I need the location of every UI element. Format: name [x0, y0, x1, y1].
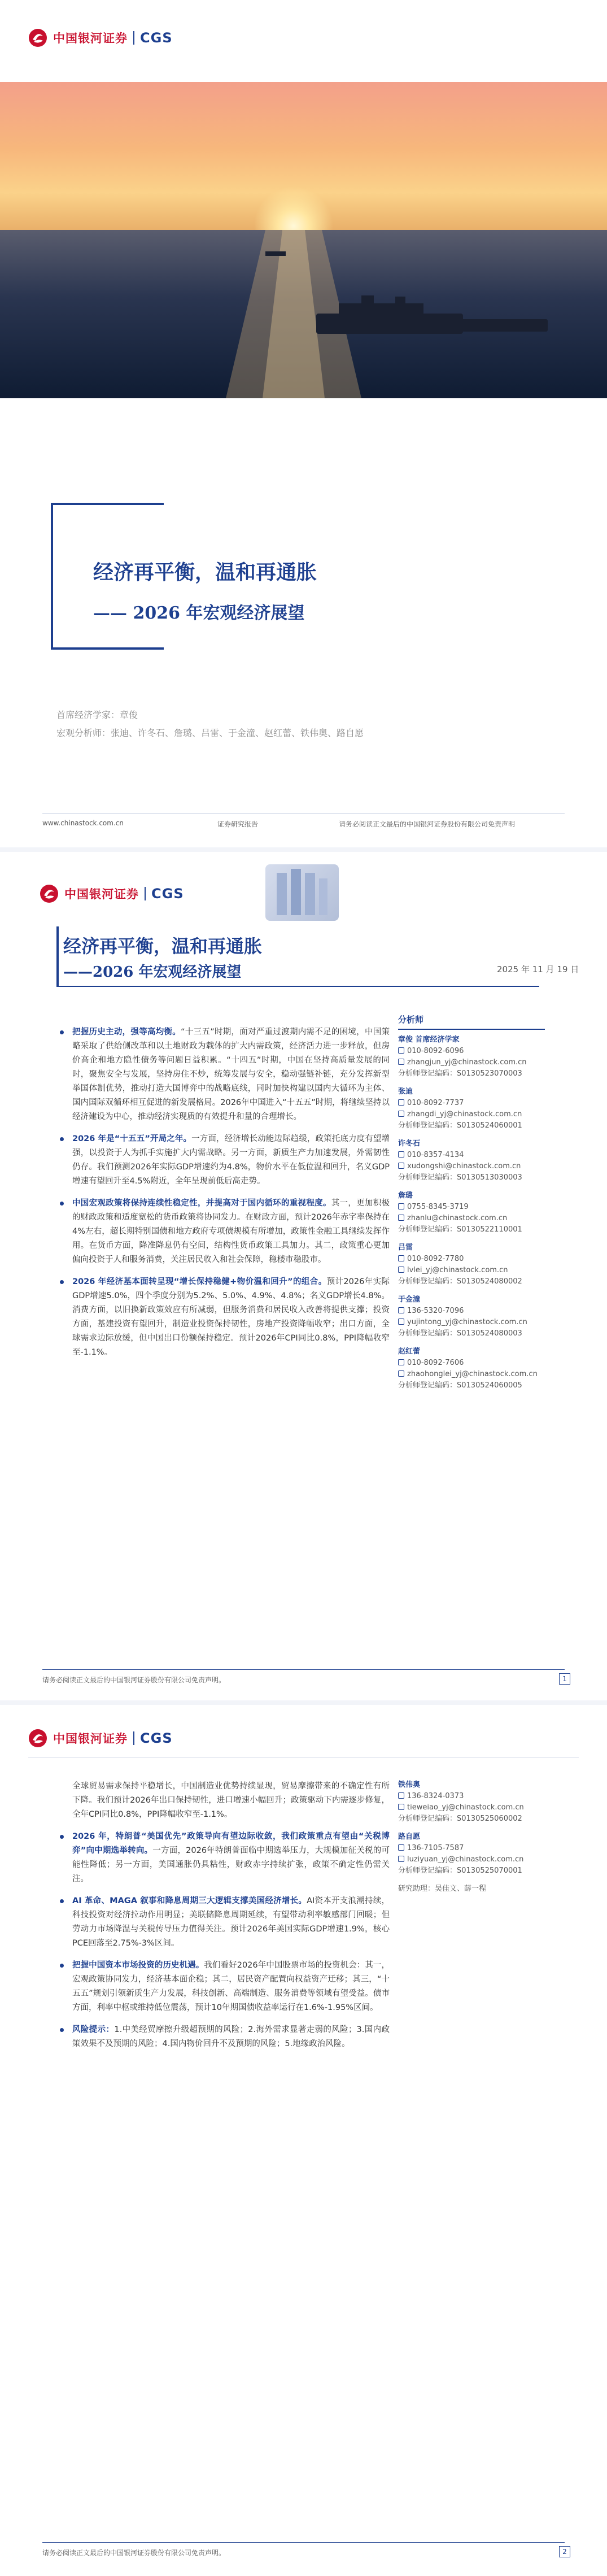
- email-icon: [398, 1059, 404, 1065]
- cover-footer-disclaimer: 请务必阅读正文最后的中国银河证券股份有限公司免责声明: [339, 820, 516, 828]
- summary-paragraph: 把握历史主动，强等高均衡。“十三五”时期，面对严重过渡期内需不足的困境，中国策略采取了供给侧改革和以土地财政为载体的扩大内需政策，经济活力进一步释放，但房价高企和地方隐性债务等问题日益积累。“十四五”时期，中国在坚持高质量发展的同时，聚焦安全与发展，坚持房住不炒，统筹发展与安全，稳动强链补链，充分发挥新型举国体制优势，推动打造大国博弈中的战略底线，同时加快构建以国内大循环为主体、国内国际双循环相互促进的新发展格局。2026年中国进入“十五五”时期，将继续坚持以经济建设为中心，推动经济实现质的有效提升和量的合理增长。: [68, 1025, 390, 1124]
- bullet-icon: [60, 1835, 64, 1839]
- p2-body: [68, 1025, 390, 1368]
- p2-title-rule: [56, 986, 539, 987]
- p2-footer-rule: [42, 1669, 565, 1670]
- email-icon: [398, 1111, 404, 1117]
- phone-icon: [398, 1151, 404, 1158]
- p3-footer-rule: [42, 2542, 565, 2543]
- analyst-list: 宏观分析师：张迪、许冬石、詹璐、吕雷、于金潼、赵红蕾、铁伟奥、路自愿: [56, 728, 364, 738]
- header-building-graphic: [265, 864, 339, 921]
- brand-name-cn: 中国银河证券: [53, 32, 128, 45]
- p2-title: 经济再平衡，温和再通胀: [63, 935, 263, 957]
- cover-title: 经济再平衡，温和再通胀: [93, 560, 317, 584]
- logo-divider: [145, 887, 146, 900]
- cover-authors: [56, 706, 364, 742]
- p2-title-accent: [56, 926, 59, 986]
- analyst-card: 铁伟奥 136-8324-0373 tieweiao_yj@chinastock.com.cn 分析师登记编码：S0130525060002: [398, 1781, 524, 1823]
- cover-subtitle: —— 2026 年宏观经济展望: [93, 603, 305, 623]
- research-assistants: 研究助理：吴佳文、薛一程: [398, 1885, 487, 1893]
- risk-paragraph: 风险提示：1.中美经贸摩擦升级超预期的风险；2.海外需求显著走弱的风险；3.国内政策效果不及预期的风险；4.国内物价回升不及预期的风险；5.地缘政治风险。: [68, 2023, 390, 2051]
- phone-icon: [398, 1203, 404, 1209]
- analyst-card: 吕雷 010-8092-7780 lvlei_yj@chinastock.com.cn 分析师登记编码：S0130524080002: [398, 1243, 522, 1286]
- bullet-icon: [60, 1202, 64, 1206]
- bullet-icon: [60, 1030, 64, 1034]
- summary-paragraph: 全球贸易需求保持平稳增长，中国制造业优势持续显现，贸易摩擦带来的不确定性有所下降。我们预计2026年出口保持韧性，进口增速小幅回升；政策驱动下内需逐步修复，全年CPI同比0.8%，PPI降幅收窄至-1.1%。: [72, 1782, 390, 1819]
- email-icon: [398, 1856, 404, 1862]
- phone-icon: [398, 1359, 404, 1365]
- p3-body: [68, 1779, 390, 2059]
- bullet-icon: [60, 1137, 64, 1141]
- p2-subtitle: ——2026 年宏观经济展望: [63, 964, 242, 981]
- phone-icon: [398, 1099, 404, 1106]
- analyst-sidebar-p3: [398, 1779, 545, 1895]
- brand-name-en: CGS: [151, 886, 184, 902]
- phone-icon: [398, 1844, 404, 1851]
- brand-mark-icon: [28, 1729, 47, 1748]
- summary-paragraph: 中国宏观政策将保持连续性稳定性，并提高对于国内循环的重视程度。其一，更加积极的财政政策和适度宽松的货币政策将协同发力。在财政方面，预计2026年赤字率保持在4%左右，超长期特别国债和地方政府专项债规模有所增加，政策性金融工具继续发挥作用。在货币方面，降准降息仍有空间，结构性货币政策工具加力。其二，政策重心更加偏向投资于人和服务消费，关注居民收入和社会保障，稳楼市稳股市。: [68, 1196, 390, 1267]
- analyst-card: 赵红蕾 010-8092-7606 zhaohonglei_yj@chinastock.com.cn 分析师登记编码：S0130524060005: [398, 1347, 538, 1390]
- page-gap: [0, 1700, 607, 1705]
- cover-footer-rule: [42, 813, 565, 814]
- brand-logo: [28, 28, 173, 47]
- p2-footer-disclaimer: 请务必阅读正文最后的中国银河证券股份有限公司免责声明。: [42, 1676, 226, 1684]
- summary-paragraph: 2026 年经济基本面转呈现“增长保持稳健+物价温和回升”的组合。预计2026年实际GDP增速5.0%，四个季度分别为5.2%、5.0%、4.9%、4.8%；名义GDP增长4.8%。消费方面，以旧换新政策效应有所减弱，但服务消费和居民收入改善将提供支撑；投资方面，基建投资有望回升，制造业投资保持韧性，房地产投资降幅收窄；出口方面，全球需求边际放缓，但中国出口份额保持稳定。预计2026年CPI同比0.8%，PPI降幅收窄至-1.1%。: [68, 1275, 390, 1360]
- brand-logo-p2: [40, 884, 184, 903]
- email-icon: [398, 1370, 404, 1377]
- bullet-icon: [60, 2028, 64, 2032]
- summary-paragraph: 2026 年，特朗普“美国优先”政策导向有望边际收敛，我们政策重点有望由“关税博弈”向中期选举转向。一方面，2026年特朗普面临中期选举压力，大规模加征关税的可能性降低；另一方面，美国通胀仍具粘性，财政赤字持续扩张，政策不确定性仍需关注。: [68, 1830, 390, 1886]
- brand-name-cn: 中国银河证券: [53, 1732, 128, 1746]
- analyst-sidebar: [398, 1014, 545, 1398]
- analyst-card: 詹璐 0755-8345-3719 zhanlu@chinastock.com.cn 分析师登记编码：S0130522110001: [398, 1191, 522, 1234]
- email-icon: [398, 1319, 404, 1325]
- analyst-card: 许冬石 010-8357-4134 xudongshi@chinastock.com.cn 分析师登记编码：S0130513030003: [398, 1139, 522, 1182]
- analyst-card: 于金潼 136-5320-7096 yujintong_yj@chinastock.com.cn 分析师登记编码：S0130524080003: [398, 1295, 527, 1338]
- logo-divider: [133, 31, 134, 45]
- analyst-header: 分析师: [398, 1014, 545, 1030]
- logo-divider: [133, 1731, 134, 1745]
- email-icon: [398, 1267, 404, 1273]
- title-frame-left: [51, 503, 53, 650]
- email-icon: [398, 1215, 404, 1221]
- summary-paragraph: AI 革命、MAGA 叙事和降息周期三大逻辑支撑美国经济增长。AI资本开支浪潮持续，科技投资对经济拉动作用明显；美联储降息周期延续，有望带动利率敏感部门回暖；但劳动力市场降温与关税传导压力值得关注。预计2026年美国实际GDP增速1.9%，核心PCE回落至2.75%-3%区间。: [68, 1894, 390, 1951]
- email-icon: [398, 1163, 404, 1169]
- title-frame-bottom: [51, 647, 164, 650]
- chief-economist: 首席经济学家：章俊: [56, 710, 138, 720]
- bullet-icon: [60, 1899, 64, 1903]
- brand-mark-icon: [40, 884, 59, 903]
- analyst-card: 章俊 首席经济学家 010-8092-6096 zhangjun_yj@chinastock.com.cn 分析师登记编码：S0130523070003: [398, 1035, 527, 1078]
- brand-name-en: CGS: [140, 1730, 173, 1746]
- phone-icon: [398, 1792, 404, 1799]
- analyst-card: 张迪 010-8092-7737 zhangdi_yj@chinastock.com.cn 分析师登记编码：S0130524060001: [398, 1087, 522, 1130]
- brand-name-en: CGS: [140, 30, 173, 46]
- brand-logo-p3: [28, 1729, 173, 1748]
- bullet-icon: [60, 1964, 64, 1968]
- cover-photo-sunset-sea: [0, 82, 607, 398]
- phone-icon: [398, 1047, 404, 1054]
- analyst-card: 路自愿 136-7105-7587 luziyuan_yj@chinastock.com.cn 分析师登记编码：S0130525070001: [398, 1833, 524, 1875]
- report-date: 2025 年 11 月 19 日: [497, 964, 579, 974]
- email-icon: [398, 1804, 404, 1810]
- title-frame-top: [51, 503, 164, 505]
- summary-paragraph: 2026 年是“十五五”开局之年。一方面，经济增长动能边际趋缓，政策托底力度有望增强，以投资于人为抓手实施扩大内需战略。另一方面，新质生产力加速发展，外需韧性仍存。我们预测2026年实际GDP增速约为4.8%，物价水平在低位温和回升，名义GDP增速有望回升至4.5%附近，全年呈现前低后高走势。: [68, 1132, 390, 1189]
- page-number: 1: [559, 1673, 570, 1685]
- phone-icon: [398, 1255, 404, 1261]
- building-icon: [265, 864, 339, 921]
- p3-footer-disclaimer: 请务必阅读正文最后的中国银河证券股份有限公司免责声明。: [42, 2549, 226, 2557]
- phone-icon: [398, 1307, 404, 1313]
- summary-paragraph: 把握中国资本市场投资的历史机遇。我们看好2026年中国股票市场的投资机会：其一，宏观政策协同发力，经济基本面企稳；其二，居民资产配置向权益资产迁移；其三，“十五五”规划引领新质生产力发展，科技创新、高端制造、服务消费等领域有望受益。债市方面，利率中枢或维持低位震荡，预计10年期国债收益率运行在1.6%-1.95%区间。: [68, 1959, 390, 2015]
- page-gap: [0, 847, 607, 852]
- cover-footer-url[interactable]: www.chinastock.com.cn: [42, 819, 124, 827]
- brand-name-cn: 中国银河证券: [64, 887, 139, 901]
- page-number: 2: [559, 2546, 570, 2557]
- bullet-icon: [60, 1280, 64, 1284]
- brand-mark-icon: [28, 28, 47, 47]
- cover-footer-type: 证券研究报告: [217, 820, 259, 828]
